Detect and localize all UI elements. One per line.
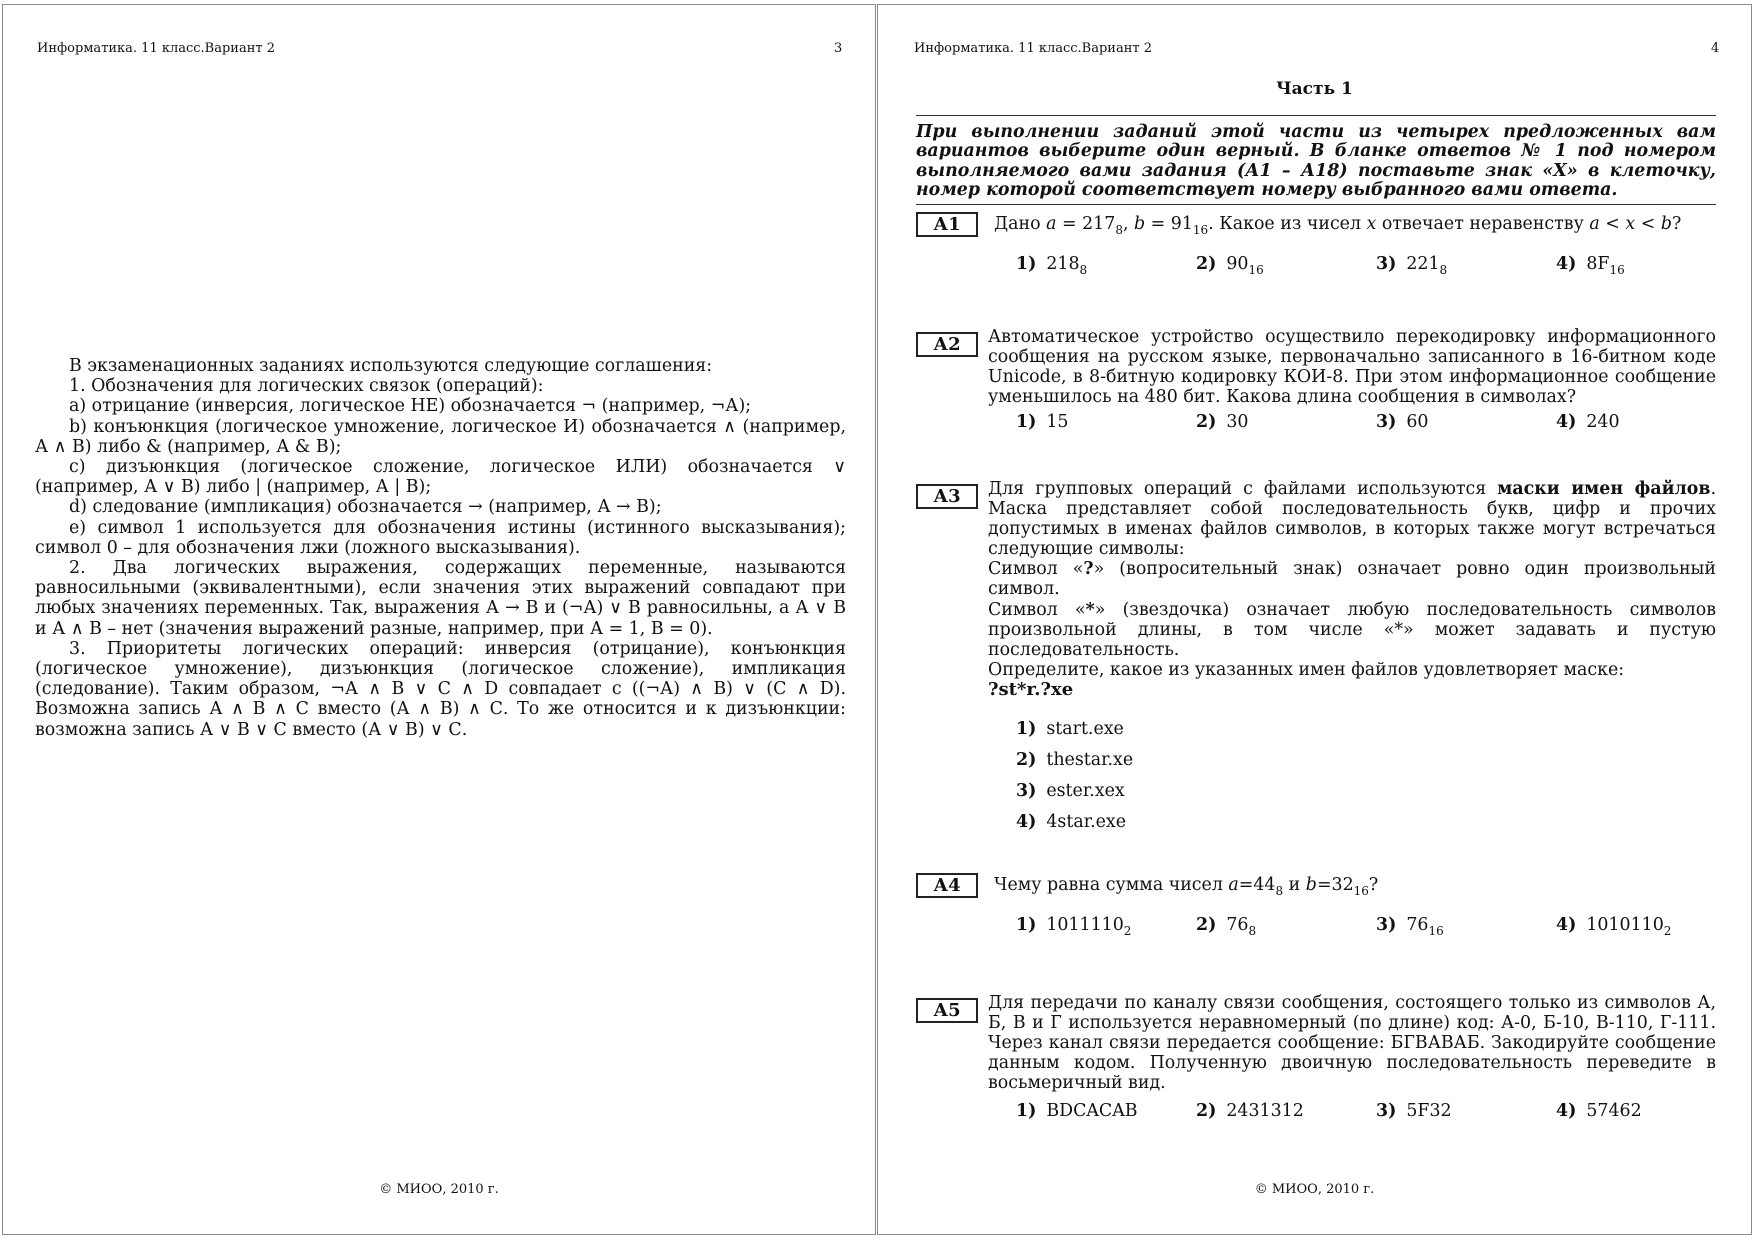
task-question: Для передачи по каналу связи сообщения, состоящего только из символов А, Б, В и Г используется неравномерный (по длине) код: А-0, Б-10, В-110, Г-111. Через канал связи передается сообщение: БГВАВАБ. Закодируйте сообщение данным кодом. Полученную двоичную последовательность переведите в восьмеричный вид. — [988, 993, 1716, 1094]
answer-option[interactable]: 2) 2431312 — [1196, 1101, 1304, 1121]
task-question: Для групповых операций с файлами используются маски имен файлов. Маска представляет собой последовательность букв, цифр и прочих допустимых в именах файлов символов, в которых также могут встречаться следующие символы: Символ «?» (вопросительный знак) означает ровно один произвольный символ. Символ «*» (звездочка) означает любую последовательность символов произвольной длины, в том числе «*» может задавать и пустую последовательность. Определите, какое из указанных имен файлов удовлетворяет маске: ?st*r.?xe — [988, 479, 1716, 700]
answer-option[interactable]: 1) start.exe — [1016, 719, 1124, 739]
conventions-paragraph: a) отрицание (инверсия, логическое НЕ) обозначается ¬ (например, ¬А); — [69, 396, 752, 417]
answer-option[interactable]: 4) $1010110_2$ — [1556, 915, 1672, 938]
answer-option[interactable]: 3) 5F32 — [1376, 1101, 1452, 1121]
answer-option[interactable]: 3) 60 — [1376, 412, 1429, 432]
conventions-paragraph: d) следование (импликация) обозначается → (например, А → В); — [69, 497, 662, 518]
conventions-paragraph: 2. Два логических выражения, содержащих переменные, называются равносильными (эквивалентными), если значения этих выражений совпадают при любых значениях переменных. Так, выражения А → В и (¬А) ∨ В равносильны, а А ∨ В и А ∧ В – нет (значения выражений разные, например, при А = 1, В = 0). — [35, 558, 846, 639]
answer-option[interactable]: 4) 57462 — [1556, 1101, 1642, 1121]
conventions-paragraph: В экзаменационных заданиях используются следующие соглашения: — [69, 356, 713, 376]
right-page-footer: © МИОО, 2010 г. — [1254, 1182, 1375, 1197]
left-page — [2, 4, 876, 1235]
right-page — [877, 4, 1752, 1235]
answer-options — [1016, 1101, 1716, 1125]
answer-option[interactable]: 1) $218_8$ — [1016, 254, 1088, 277]
conventions-paragraph: e) символ 1 используется для обозначения истины (истинного высказывания); символ 0 – для обозначения лжи (ложного высказывания). — [35, 517, 846, 558]
task-question: Автоматическое устройство осуществило перекодировку информационного сообщения на русском языке, первоначально записанного в 16-битном коде Unicode, в 8-битную кодировку КОИ-8. При этом информационное сообщение уменьшилось на 480 бит. Какова длина сообщения в символах? — [988, 327, 1716, 408]
file-mask: ?st*r.?xe — [988, 678, 1074, 700]
part-title: Часть 1 — [1276, 79, 1353, 99]
answer-option[interactable]: 3) ester.xex — [1016, 781, 1125, 801]
answer-option[interactable]: 1) $1011110_2$ — [1016, 915, 1132, 938]
part-instructions: При выполнении заданий этой части из четырех предложенных вам вариантов выберите один верный. В бланке ответов № 1 под номером выполняемого вами задания (А1 – А18) поставьте знак «Х» в клеточку, номер которой соответствует номеру выбранного вами ответа. — [916, 115, 1716, 205]
answer-option[interactable]: 1) 15 — [1016, 412, 1069, 432]
task-id-label: А4 — [916, 873, 978, 898]
answer-option[interactable]: 2) $76_8$ — [1196, 915, 1257, 938]
task-id-label: А5 — [916, 998, 978, 1023]
answer-option[interactable]: 4) $8F_{16}$ — [1556, 254, 1625, 277]
answer-option[interactable]: 2) thestar.xe — [1016, 750, 1134, 770]
answer-options — [1016, 254, 1716, 278]
left-page-number: 3 — [834, 41, 843, 56]
answer-option[interactable]: 2) $90_{16}$ — [1196, 254, 1264, 277]
conventions-paragraph: 3. Приоритеты логических операций: инверсия (отрицание), конъюнкция (логическое умножение), дизъюнкция (логическое сложение), импликация (следование). Таким образом, ¬А ∧ В ∨ С ∧ D совпадает с ((¬А) ∧ В) ∨ (С ∧ D). Возможна запись А ∧ В ∧ С вместо (А ∧ В) ∧ С. То же относится и к дизъюнкции: возможна запись А ∨ В ∨ С вместо (А ∨ В) ∨ С. — [35, 638, 846, 740]
answer-option[interactable]: 3) $221_8$ — [1376, 254, 1448, 277]
task-question: Чему равна сумма чисел $a=44_8$ и $b=32_{16}$? — [994, 875, 1379, 898]
answer-option[interactable]: 3) $76_{16}$ — [1376, 915, 1444, 938]
conventions-paragraph: c) дизъюнкция (логическое сложение, логическое ИЛИ) обозначается ∨ (например, А ∨ В) либо | (например, А | В); — [35, 457, 846, 498]
task-question: Дано $a = 217_8$, $b = 91_{16}$. Какое из чисел x отвечает неравенству a < x < b? — [994, 214, 1682, 237]
answer-option[interactable]: 2) 30 — [1196, 412, 1249, 432]
answer-option[interactable]: 1) BDCACAB — [1016, 1101, 1138, 1121]
conventions-paragraph: 1. Обозначения для логических связок (операций): — [69, 376, 544, 397]
left-page-header: Информатика. 11 класс.Вариант 2 — [37, 41, 275, 56]
answer-option[interactable]: 4) 4star.exe — [1016, 812, 1127, 832]
task-id-label: А1 — [916, 212, 978, 237]
task-id-label: А3 — [916, 484, 978, 509]
answer-options — [1016, 915, 1716, 939]
conventions-text — [35, 356, 846, 740]
right-page-number: 4 — [1711, 41, 1720, 56]
answer-options — [1016, 412, 1716, 436]
right-page-header: Информатика. 11 класс.Вариант 2 — [914, 41, 1152, 56]
conventions-paragraph: b) конъюнкция (логическое умножение, логическое И) обозначается ∧ (например, А ∧ В) либо & (например, А & В); — [35, 416, 846, 457]
task-id-label: А2 — [916, 332, 978, 357]
left-page-footer: © МИОО, 2010 г. — [379, 1182, 499, 1197]
answer-option[interactable]: 4) 240 — [1556, 412, 1620, 432]
